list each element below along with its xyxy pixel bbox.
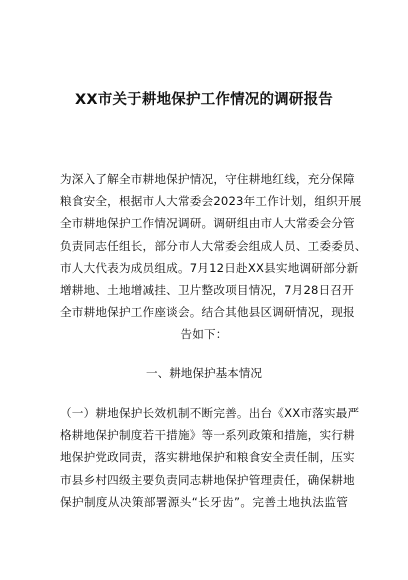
section-line: 市县乡村四级主要负责同志耕地保护管理责任，确保耕地 — [60, 472, 355, 487]
intro-paragraph — [60, 168, 367, 346]
section-line: （一）耕地保护长效机制不断完善。出台《XX市落实最严 — [60, 406, 360, 420]
intro-line: 全市耕地保护工作座谈会。结合其他县区调研情况，现报 — [60, 305, 355, 320]
section-line: 地保护党政同责，落实耕地保护和粮食安全责任制，压实 — [60, 450, 355, 465]
document-title: XX市关于耕地保护工作情况的调研报告 — [75, 92, 333, 108]
section-line: 保护制度从决策部署源头“长牙齿”。完善土地执法监管 — [60, 494, 348, 509]
intro-line: 增耕地、土地增减挂、卫片整改项目情况，7月28日召开 — [60, 283, 354, 298]
section-line: 格耕地保护制度若干措施》等一系列政策和措施，实行耕 — [60, 428, 355, 443]
section-heading: 一、耕地保护基本情况 — [146, 366, 262, 380]
section-paragraph — [60, 402, 360, 513]
intro-line: 全市耕地保护工作情况调研。调研组由市人大常委会分管 — [60, 216, 355, 231]
intro-line: 市人大代表为成员组成。7月12日赴XX县实地调研部分新 — [60, 260, 359, 275]
intro-line: 告如下： — [180, 327, 228, 342]
intro-line: 为深入了解全市耕地保护情况，守住耕地红线，充分保障 — [60, 172, 355, 186]
intro-line: 负责同志任组长，部分市人大常委会组成人员、工委委员、 — [60, 238, 367, 253]
intro-line: 粮食安全，根据市人大常委会2023年工作计划，组织开展 — [60, 194, 362, 209]
